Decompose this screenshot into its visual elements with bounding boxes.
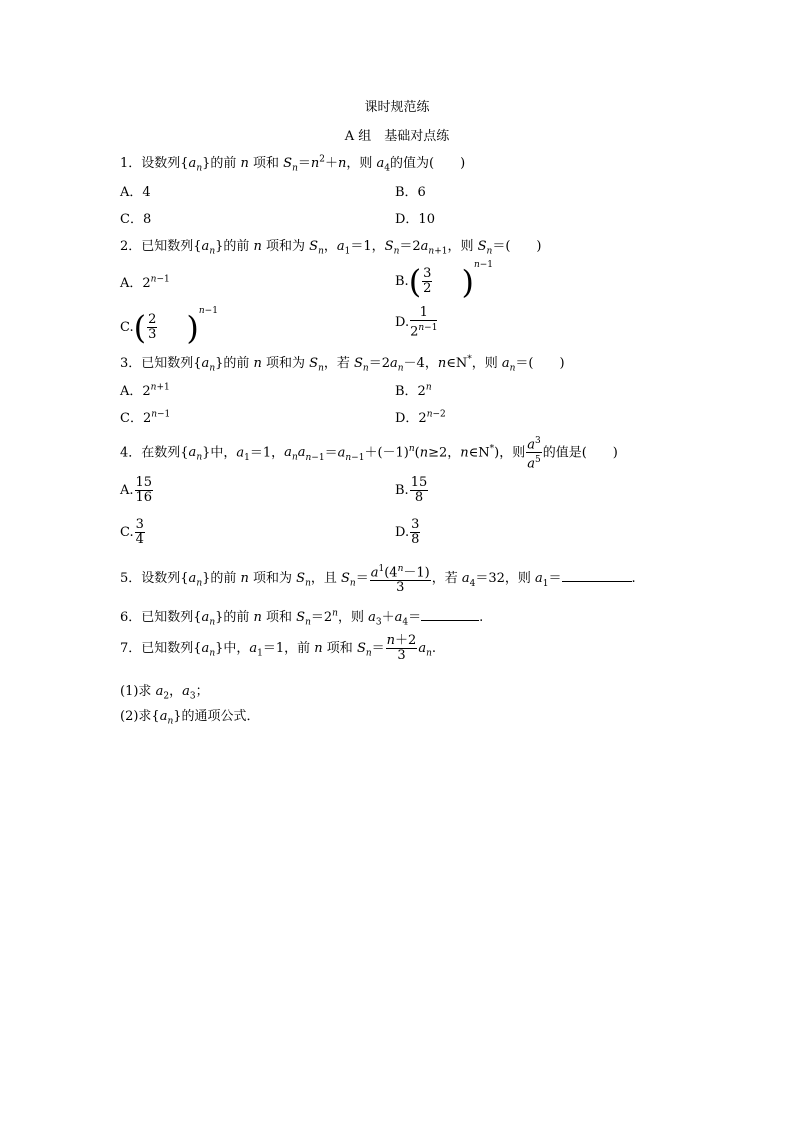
question-7-stem: 7．已知数列$\{a_n\}$中，$a_1=1$，前 n 项和 $S_n=$ $\frac{n+2}{3}$ $a_n$.	[120, 633, 437, 663]
question-1-option-c: C．8	[120, 212, 152, 227]
question-4-option-d: D. $\frac{3}{8}$	[395, 517, 420, 547]
question-1-option-d: D．10	[395, 212, 435, 227]
question-3-option-c: C．$2^{n-1}$	[120, 409, 171, 426]
question-1-stem: 1．设数列$\{a_n\}$的前 n 项和 $S_n=n^2+n$，则 $a_4$的值为( )	[120, 154, 466, 174]
question-7-part-1: (1)求 $a_2$，$a_3$；	[120, 684, 209, 702]
question-2-option-b: B.( $\frac{3}{2}$ )$^{n-1}$	[395, 260, 494, 301]
question-6-stem: 6．已知数列$\{a_n\}$的前 n 项和 $S_n=2^n$，则 $a_3+a_4=$ .	[120, 608, 484, 628]
question-1-option-a: A．4	[120, 185, 151, 200]
question-7-part-2: (2)求$\{a_n\}$的通项公式．	[120, 709, 260, 727]
section-heading: A 组 基础对点练	[344, 129, 450, 144]
question-4-option-a: A. $\frac{15}{16}$	[120, 475, 153, 505]
question-4-option-c: C. $\frac{3}{4}$	[120, 517, 144, 547]
question-4-option-b: B. $\frac{15}{8}$	[395, 475, 428, 505]
question-1-option-b: B．6	[395, 185, 426, 200]
question-3-option-d: D．$2^{n-2}$	[395, 409, 446, 426]
question-4-stem: 4．在数列$\{a_n\}$中，$a_1=1$，$a_na_{n-1}=a_{n-1}+(-1)^n(n\ge 2$，n∈N*)，则 $\frac{a^3}{a^5}$ 的值是( )	[120, 436, 618, 472]
page-title: 课时规范练	[364, 100, 430, 115]
question-3-option-b: B．2$^n$	[395, 382, 432, 399]
question-2-stem: 2．已知数列$\{a_n\}$的前 n 项和为 $S_n$，$a_1=1$，$S_n=2a_{n+1}$，则 $S_n=$( )	[120, 239, 542, 257]
question-2-option-c: C.( $\frac{2}{3}$ )$^{n-1}$	[120, 306, 218, 347]
question-2-option-d: D. $\frac{1}{2^{n-1}}$	[395, 305, 438, 340]
question-3-option-a: A．$2^{n+1}$	[120, 382, 170, 399]
question-2-option-a: A．$2^{n-1}$	[120, 274, 170, 291]
question-3-stem: 3．已知数列$\{a_n\}$的前 n 项和为 $S_n$，若 $S_n=2a_n-4$，n∈N*，则 $a_n=$( )	[120, 354, 565, 374]
question-5-stem: 5．设数列$\{a_n\}$的前 n 项和为 $S_n$，且 $S_n=$ $\frac{a^1(4^n-1)}{3}$ ，若 $a_4=32$，则 $a_1=$ .	[120, 564, 636, 596]
